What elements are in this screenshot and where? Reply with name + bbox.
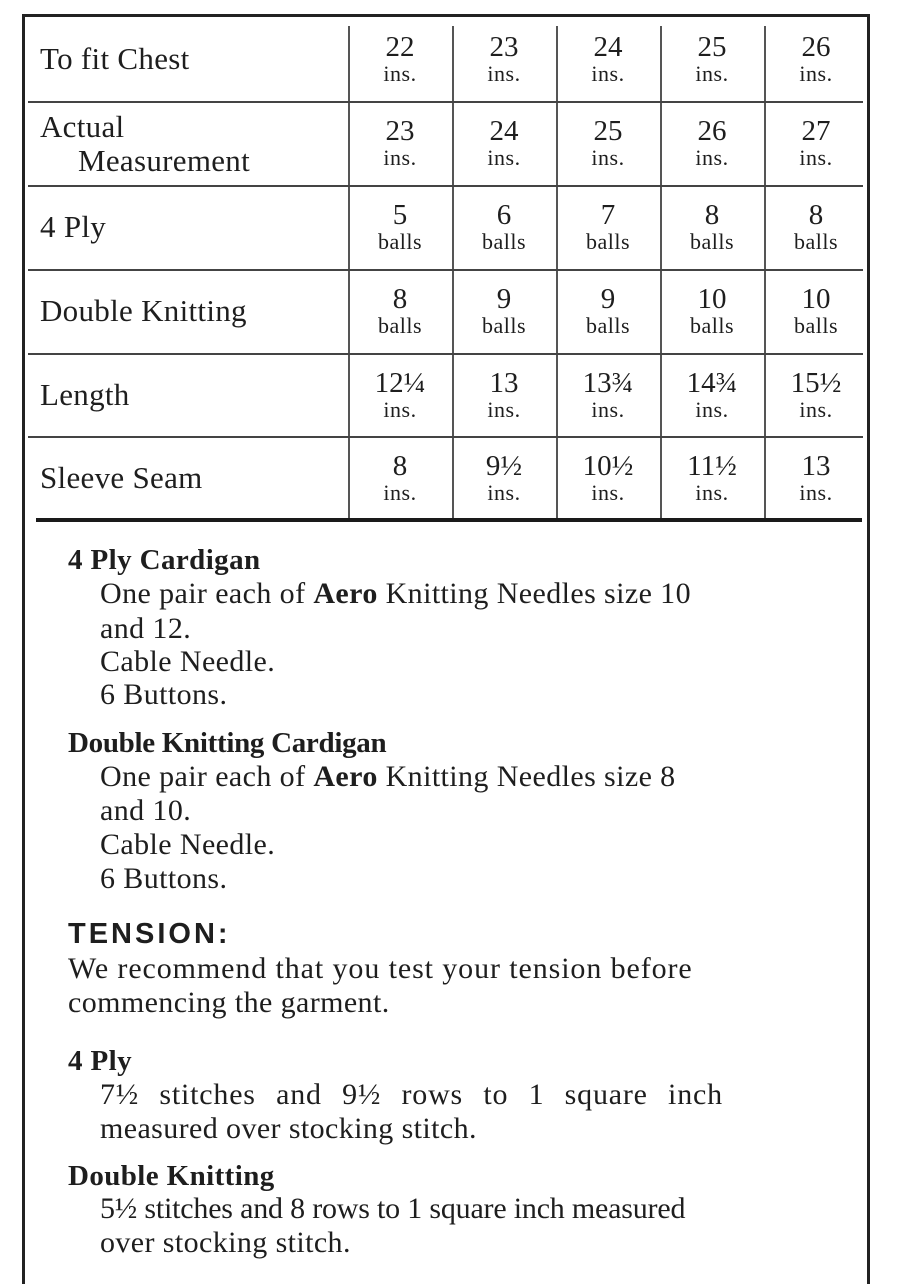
materials-line: One pair each of Aero Knitting Needles size 8 <box>100 760 676 793</box>
table-cell: 12¼ ins. <box>374 367 426 422</box>
tension-text: commencing the garment. <box>68 986 390 1019</box>
section-heading-dk-cardigan: Double Knitting Cardigan <box>68 727 387 759</box>
row-label: Double Knitting <box>40 293 247 328</box>
tension-text: 7½ stitches and 9½ rows to 1 square inch <box>100 1078 723 1111</box>
materials-line: 6 Buttons. <box>100 862 228 895</box>
table-cell: 8 ins. <box>383 450 417 505</box>
table-cell: 13 ins. <box>487 367 521 422</box>
table-cell: 5 balls <box>377 199 423 254</box>
table-cell: 25 ins. <box>591 115 625 170</box>
table-cell: 11½ ins. <box>687 450 737 505</box>
table-cell: 7 balls <box>585 199 631 254</box>
tension-text: measured over stocking stitch. <box>100 1112 477 1145</box>
section-heading-4ply-cardigan: 4 Ply Cardigan <box>68 544 261 576</box>
materials-line: and 12. <box>100 612 192 645</box>
table-row <box>28 186 863 270</box>
tension-dk-heading: Double Knitting <box>68 1160 275 1192</box>
tension-heading: TENSION: <box>68 918 231 950</box>
table-cell: 9 balls <box>481 283 527 338</box>
table-cell: 10½ ins. <box>582 450 634 505</box>
row-label: Measurement <box>78 143 251 178</box>
row-label: 4 Ply <box>40 209 107 244</box>
table-row <box>28 102 863 186</box>
row-label: To fit Chest <box>40 41 190 76</box>
table-cell: 9 balls <box>585 283 631 338</box>
table-bottom-rule <box>36 518 862 522</box>
table-cell: 23 ins. <box>383 115 417 170</box>
table-cell: 23 ins. <box>487 31 521 86</box>
materials-line: One pair each of Aero Knitting Needles size 10 <box>100 577 691 610</box>
table-cell: 22 ins. <box>383 31 417 86</box>
table-row <box>28 270 863 354</box>
table-cell: 13¾ ins. <box>582 367 634 422</box>
tension-text: 5½ stitches and 8 rows to 1 square inch measured <box>100 1192 686 1225</box>
table-cell: 27 ins. <box>799 115 833 170</box>
table-cell: 6 balls <box>481 199 527 254</box>
table-cell: 24 ins. <box>487 115 521 170</box>
tension-text: We recommend that you test your tension before <box>68 952 693 985</box>
row-label: Actual <box>40 109 125 144</box>
tension-text: over stocking stitch. <box>100 1226 351 1259</box>
row-label: Sleeve Seam <box>40 460 203 495</box>
table-cell: 10 balls <box>689 283 735 338</box>
table-cell: 26 ins. <box>695 115 729 170</box>
table-row <box>28 22 863 106</box>
table-cell: 15½ ins. <box>790 367 842 422</box>
table-row <box>28 437 863 521</box>
table-cell: 13 ins. <box>799 450 833 505</box>
table-cell: 14¾ ins. <box>686 367 738 422</box>
materials-line: 6 Buttons. <box>100 678 228 711</box>
table-row <box>28 354 863 438</box>
materials-line: Cable Needle. <box>100 828 276 861</box>
row-label: Length <box>40 377 130 412</box>
table-cell: 24 ins. <box>591 31 625 86</box>
table-cell: 9½ ins. <box>485 450 523 505</box>
materials-line: and 10. <box>100 794 192 827</box>
table-cell: 25 ins. <box>695 31 729 86</box>
table-cell: 8 balls <box>377 283 423 338</box>
tension-4ply-heading: 4 Ply <box>68 1045 133 1077</box>
table-cell: 26 ins. <box>799 31 833 86</box>
table-cell: 8 balls <box>793 199 839 254</box>
table-cell: 8 balls <box>689 199 735 254</box>
materials-line: Cable Needle. <box>100 645 276 678</box>
table-cell: 10 balls <box>793 283 839 338</box>
